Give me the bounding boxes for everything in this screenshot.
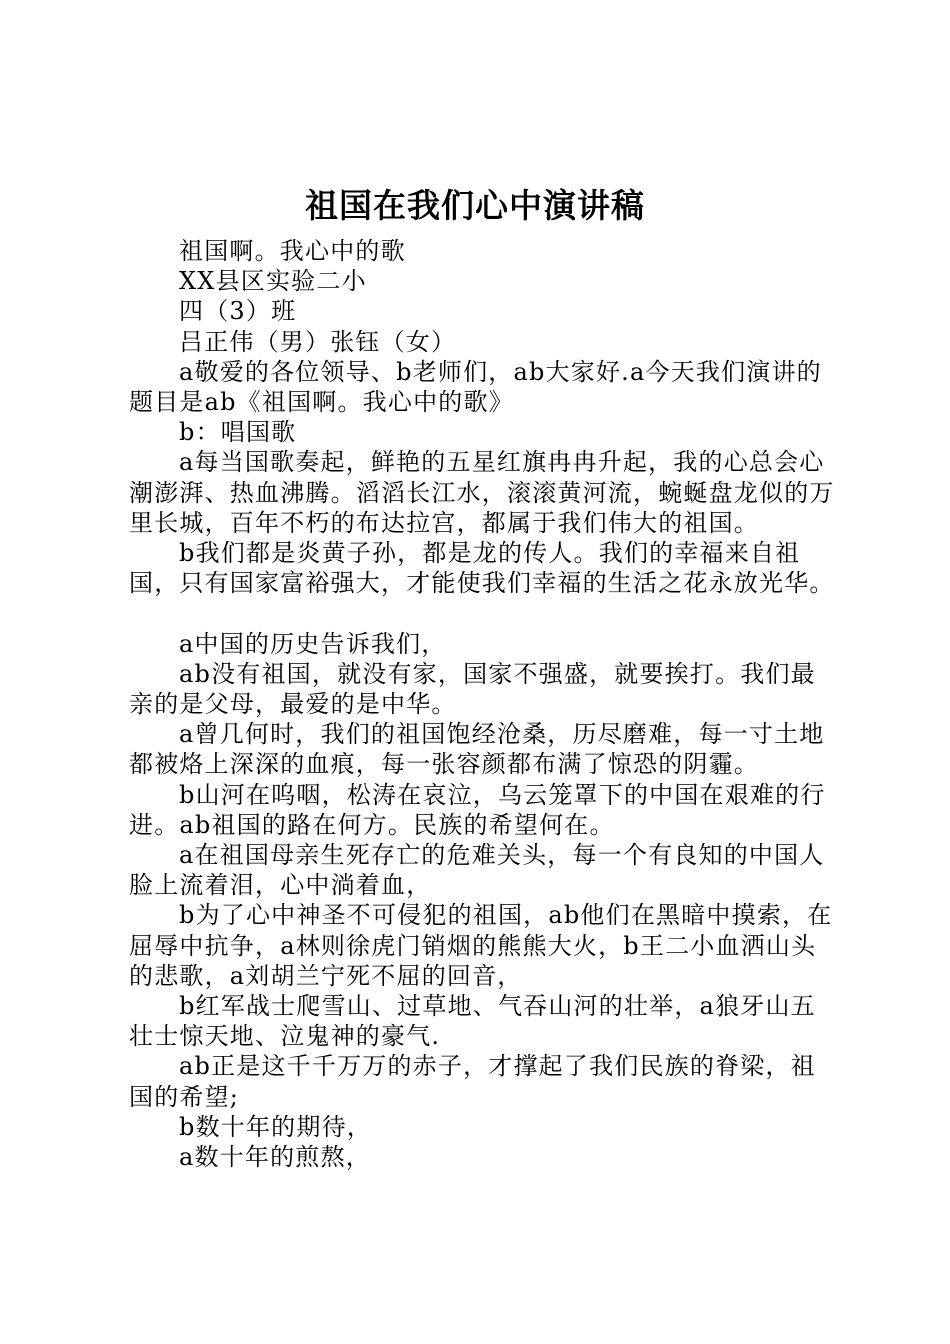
paragraph-body: b我们都是炎黄子孙，都是龙的传人。我们的幸福来自祖国，只有国家富裕强大，才能使我们幸福的生活之花永放光华。 [129, 539, 835, 598]
paragraph-body: a数十年的煎熬， [179, 1143, 371, 1172]
paragraph-speakers: 吕正伟（男）张钰（女） [179, 327, 457, 356]
paragraph-body: a每当国歌奏起，鲜艳的五星红旗冉冉升起，我的心总会心潮澎湃、热血沸腾。滔滔长江水，滚滚黄河流，蜿蜒盘龙似的万里长城，百年不朽的布达拉宫，都属于我们伟大的祖国。 [129, 448, 835, 537]
document-title: 祖国在我们心中演讲稿 [305, 186, 645, 225]
paragraph-body: b为了心中神圣不可侵犯的祖国，ab他们在黑暗中摸索，在屈辱中抗争，a林则徐虎门销烟的熊熊大火，b王二小血洒山头的悲歌，a刘胡兰宁死不屈的回音， [129, 901, 833, 990]
paragraph-body: a曾几何时，我们的祖国饱经沧桑，历尽磨难，每一寸土地都被烙上深深的血痕，每一张容颜都布满了惊恐的阴霾。 [129, 720, 825, 779]
paragraph-class: 四（3）班 [179, 297, 297, 326]
paragraph-body: ab正是这千千万万的赤子，才撑起了我们民族的脊梁，祖国的希望; [129, 1052, 816, 1111]
paragraph-anthem: b：唱国歌 [179, 418, 297, 447]
paragraph-body: a中国的历史告诉我们， [179, 629, 447, 658]
paragraph-greeting: a敬爱的各位领导、b老师们，ab大家好.a今天我们演讲的题目是ab《祖国啊。我心中的歌》 [129, 357, 822, 417]
paragraph-body: ab没有祖国，就没有家，国家不强盛，就要挨打。我们最亲的是父母，最爱的是中华。 [129, 659, 816, 719]
document-body [129, 236, 839, 1172]
paragraph-school: XX县区实验二小 [179, 267, 367, 296]
paragraph-body: b山河在呜咽，松涛在哀泣，乌云笼罩下的中国在艰难的行进。ab祖国的路在何方。民族的希望何在。 [129, 780, 826, 839]
paragraph-spacer [129, 598, 839, 628]
paragraph-body: b数十年的期待， [179, 1112, 372, 1141]
paragraph-body: a在祖国母亲生死存亡的危难关头，每一个有良知的中国人脸上流着泪，心中淌着血， [129, 841, 825, 900]
paragraph-speech-title: 祖国啊。我心中的歌 [179, 237, 406, 265]
paragraph-body: b红军战士爬雪山、过草地、气吞山河的壮举，a狼牙山五壮士惊天地、泣鬼神的豪气. [129, 992, 816, 1051]
